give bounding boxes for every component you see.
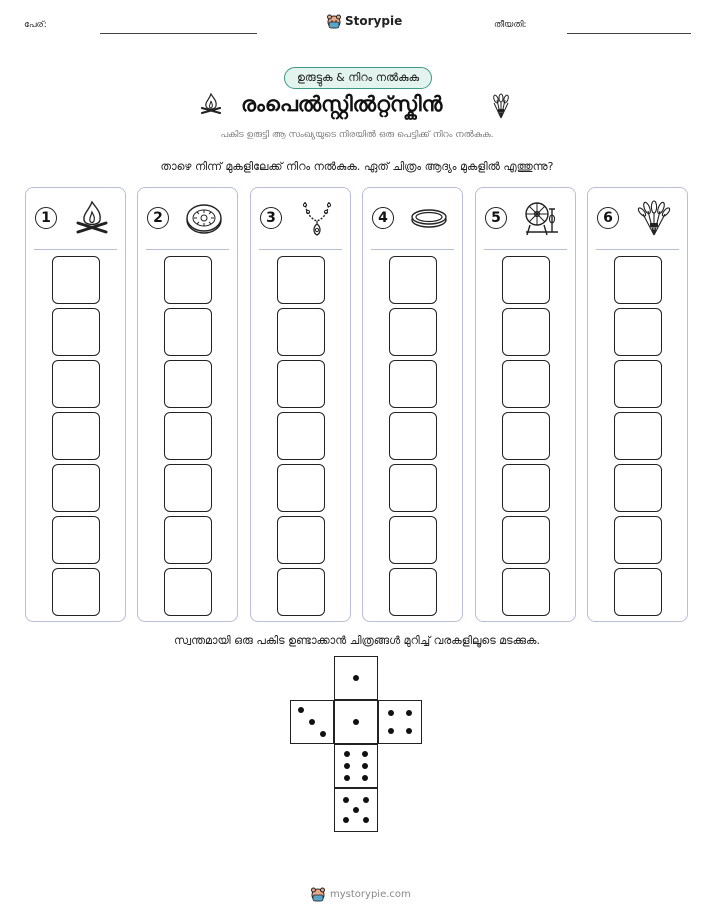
color-box[interactable] (502, 308, 550, 356)
gold-ring-icon (409, 199, 449, 237)
color-box[interactable] (502, 464, 550, 512)
color-box[interactable] (614, 568, 662, 616)
color-box[interactable] (164, 568, 212, 616)
dice-pip (362, 775, 368, 781)
dice-face-below (334, 744, 378, 788)
color-box[interactable] (614, 464, 662, 512)
color-box[interactable] (164, 256, 212, 304)
column-header (138, 188, 237, 250)
color-box[interactable] (277, 516, 325, 564)
color-box[interactable] (52, 412, 100, 460)
color-box[interactable] (614, 308, 662, 356)
column-header (588, 188, 687, 250)
dice-pip (320, 731, 326, 737)
column-divider (259, 249, 342, 250)
dice-pip (353, 675, 359, 681)
campfire-icon (72, 199, 112, 237)
column-divider (34, 249, 117, 250)
name-line[interactable] (100, 33, 257, 34)
dice-pip (344, 775, 350, 781)
date-label: തീയതി: (494, 20, 527, 30)
column-number: 3 (260, 207, 282, 229)
dice-pip (406, 728, 412, 734)
color-box[interactable] (389, 412, 437, 460)
column-header (363, 188, 462, 250)
color-box[interactable] (277, 308, 325, 356)
dice-pip (353, 719, 359, 725)
color-box[interactable] (614, 360, 662, 408)
dice-pip (406, 710, 412, 716)
dice-face-top (334, 656, 378, 700)
dice-pip (309, 719, 315, 725)
column-number: 4 (372, 207, 394, 229)
brand-logo (326, 13, 402, 29)
necklace-icon (297, 199, 337, 237)
dice-pip (363, 817, 369, 823)
column-divider (484, 249, 567, 250)
color-box[interactable] (277, 256, 325, 304)
color-box[interactable] (164, 516, 212, 564)
name-label: പേര്: (24, 20, 47, 30)
dice-pip (363, 797, 369, 803)
column-divider (146, 249, 229, 250)
color-box[interactable] (164, 412, 212, 460)
color-box[interactable] (164, 360, 212, 408)
color-box[interactable] (52, 516, 100, 564)
column-1 (25, 187, 126, 622)
dice-pip (362, 751, 368, 757)
color-box[interactable] (52, 568, 100, 616)
column-3 (250, 187, 351, 622)
color-box[interactable] (502, 256, 550, 304)
column-header (26, 188, 125, 250)
column-number: 5 (485, 207, 507, 229)
column-divider (596, 249, 679, 250)
dice-face-left (290, 700, 334, 744)
dice-instruction: സ്വന്തമായി ഒരു പകിട ഉണ്ടാക്കാൻ ചിത്രങ്ങൾ മുറിച്ച് വരകളിലൂടെ മടക്കുക. (174, 634, 540, 647)
coloring-instruction: താഴെ നിന്ന് മുകളിലേക്ക് നിറം നൽകുക. ഏത് ചിത്രം ആദ്യം മുകളിൽ എത്തുന്നു? (160, 160, 554, 173)
column-header (251, 188, 350, 250)
page-subtitle: പകിട ഉരുട്ടി ആ സംഖ്യയുടെ നിരയിൽ ഒരു പെട്ടിക്ക് നിറം നൽകുക. (220, 130, 494, 140)
color-box[interactable] (52, 256, 100, 304)
column-number: 2 (147, 207, 169, 229)
column-number: 1 (35, 207, 57, 229)
color-box[interactable] (502, 568, 550, 616)
dice-face-center (334, 700, 378, 744)
color-box[interactable] (52, 308, 100, 356)
gold-coin-icon (184, 199, 224, 237)
color-box[interactable] (502, 516, 550, 564)
color-box[interactable] (277, 568, 325, 616)
color-box[interactable] (277, 464, 325, 512)
campfire-icon (199, 92, 223, 118)
straw-bundle-icon (634, 199, 674, 237)
page-title: രംപെൽസ്റ്റിൽറ്റ്സ്കിൻ (241, 92, 443, 116)
color-box[interactable] (389, 516, 437, 564)
dice-pip (362, 763, 368, 769)
column-number: 6 (597, 207, 619, 229)
color-box[interactable] (52, 360, 100, 408)
column-4 (362, 187, 463, 622)
spinning-wheel-icon (522, 199, 562, 237)
storypie-bear-icon (310, 886, 326, 902)
storypie-bear-icon (326, 13, 342, 29)
column-2 (137, 187, 238, 622)
dice-pip (344, 751, 350, 757)
color-box[interactable] (614, 516, 662, 564)
dice-face-bottom (334, 788, 378, 832)
column-5 (475, 187, 576, 622)
color-box[interactable] (277, 412, 325, 460)
activity-tag: ഉരുട്ടുക & നിറം നൽകുക (284, 67, 432, 89)
date-line[interactable] (567, 33, 691, 34)
color-box[interactable] (389, 360, 437, 408)
footer (310, 886, 411, 902)
straw-bundle-icon (489, 92, 513, 120)
dice-face-right (378, 700, 422, 744)
footer-url[interactable]: mystorypie.com (330, 888, 411, 900)
dice-pip (353, 807, 359, 813)
color-box[interactable] (164, 464, 212, 512)
column-6 (587, 187, 688, 622)
dice-pip (388, 728, 394, 734)
dice-pip (388, 710, 394, 716)
color-box[interactable] (389, 464, 437, 512)
color-box[interactable] (502, 412, 550, 460)
column-header (476, 188, 575, 250)
color-box[interactable] (502, 360, 550, 408)
color-box[interactable] (277, 360, 325, 408)
color-box[interactable] (389, 256, 437, 304)
column-divider (371, 249, 454, 250)
color-box[interactable] (164, 308, 212, 356)
dice-pip (343, 817, 349, 823)
brand-name: Storypie (345, 14, 403, 28)
color-box[interactable] (614, 256, 662, 304)
dice-pip (343, 797, 349, 803)
color-box[interactable] (389, 308, 437, 356)
dice-pip (344, 763, 350, 769)
color-box[interactable] (389, 568, 437, 616)
color-box[interactable] (52, 464, 100, 512)
dice-pip (298, 707, 304, 713)
color-box[interactable] (614, 412, 662, 460)
